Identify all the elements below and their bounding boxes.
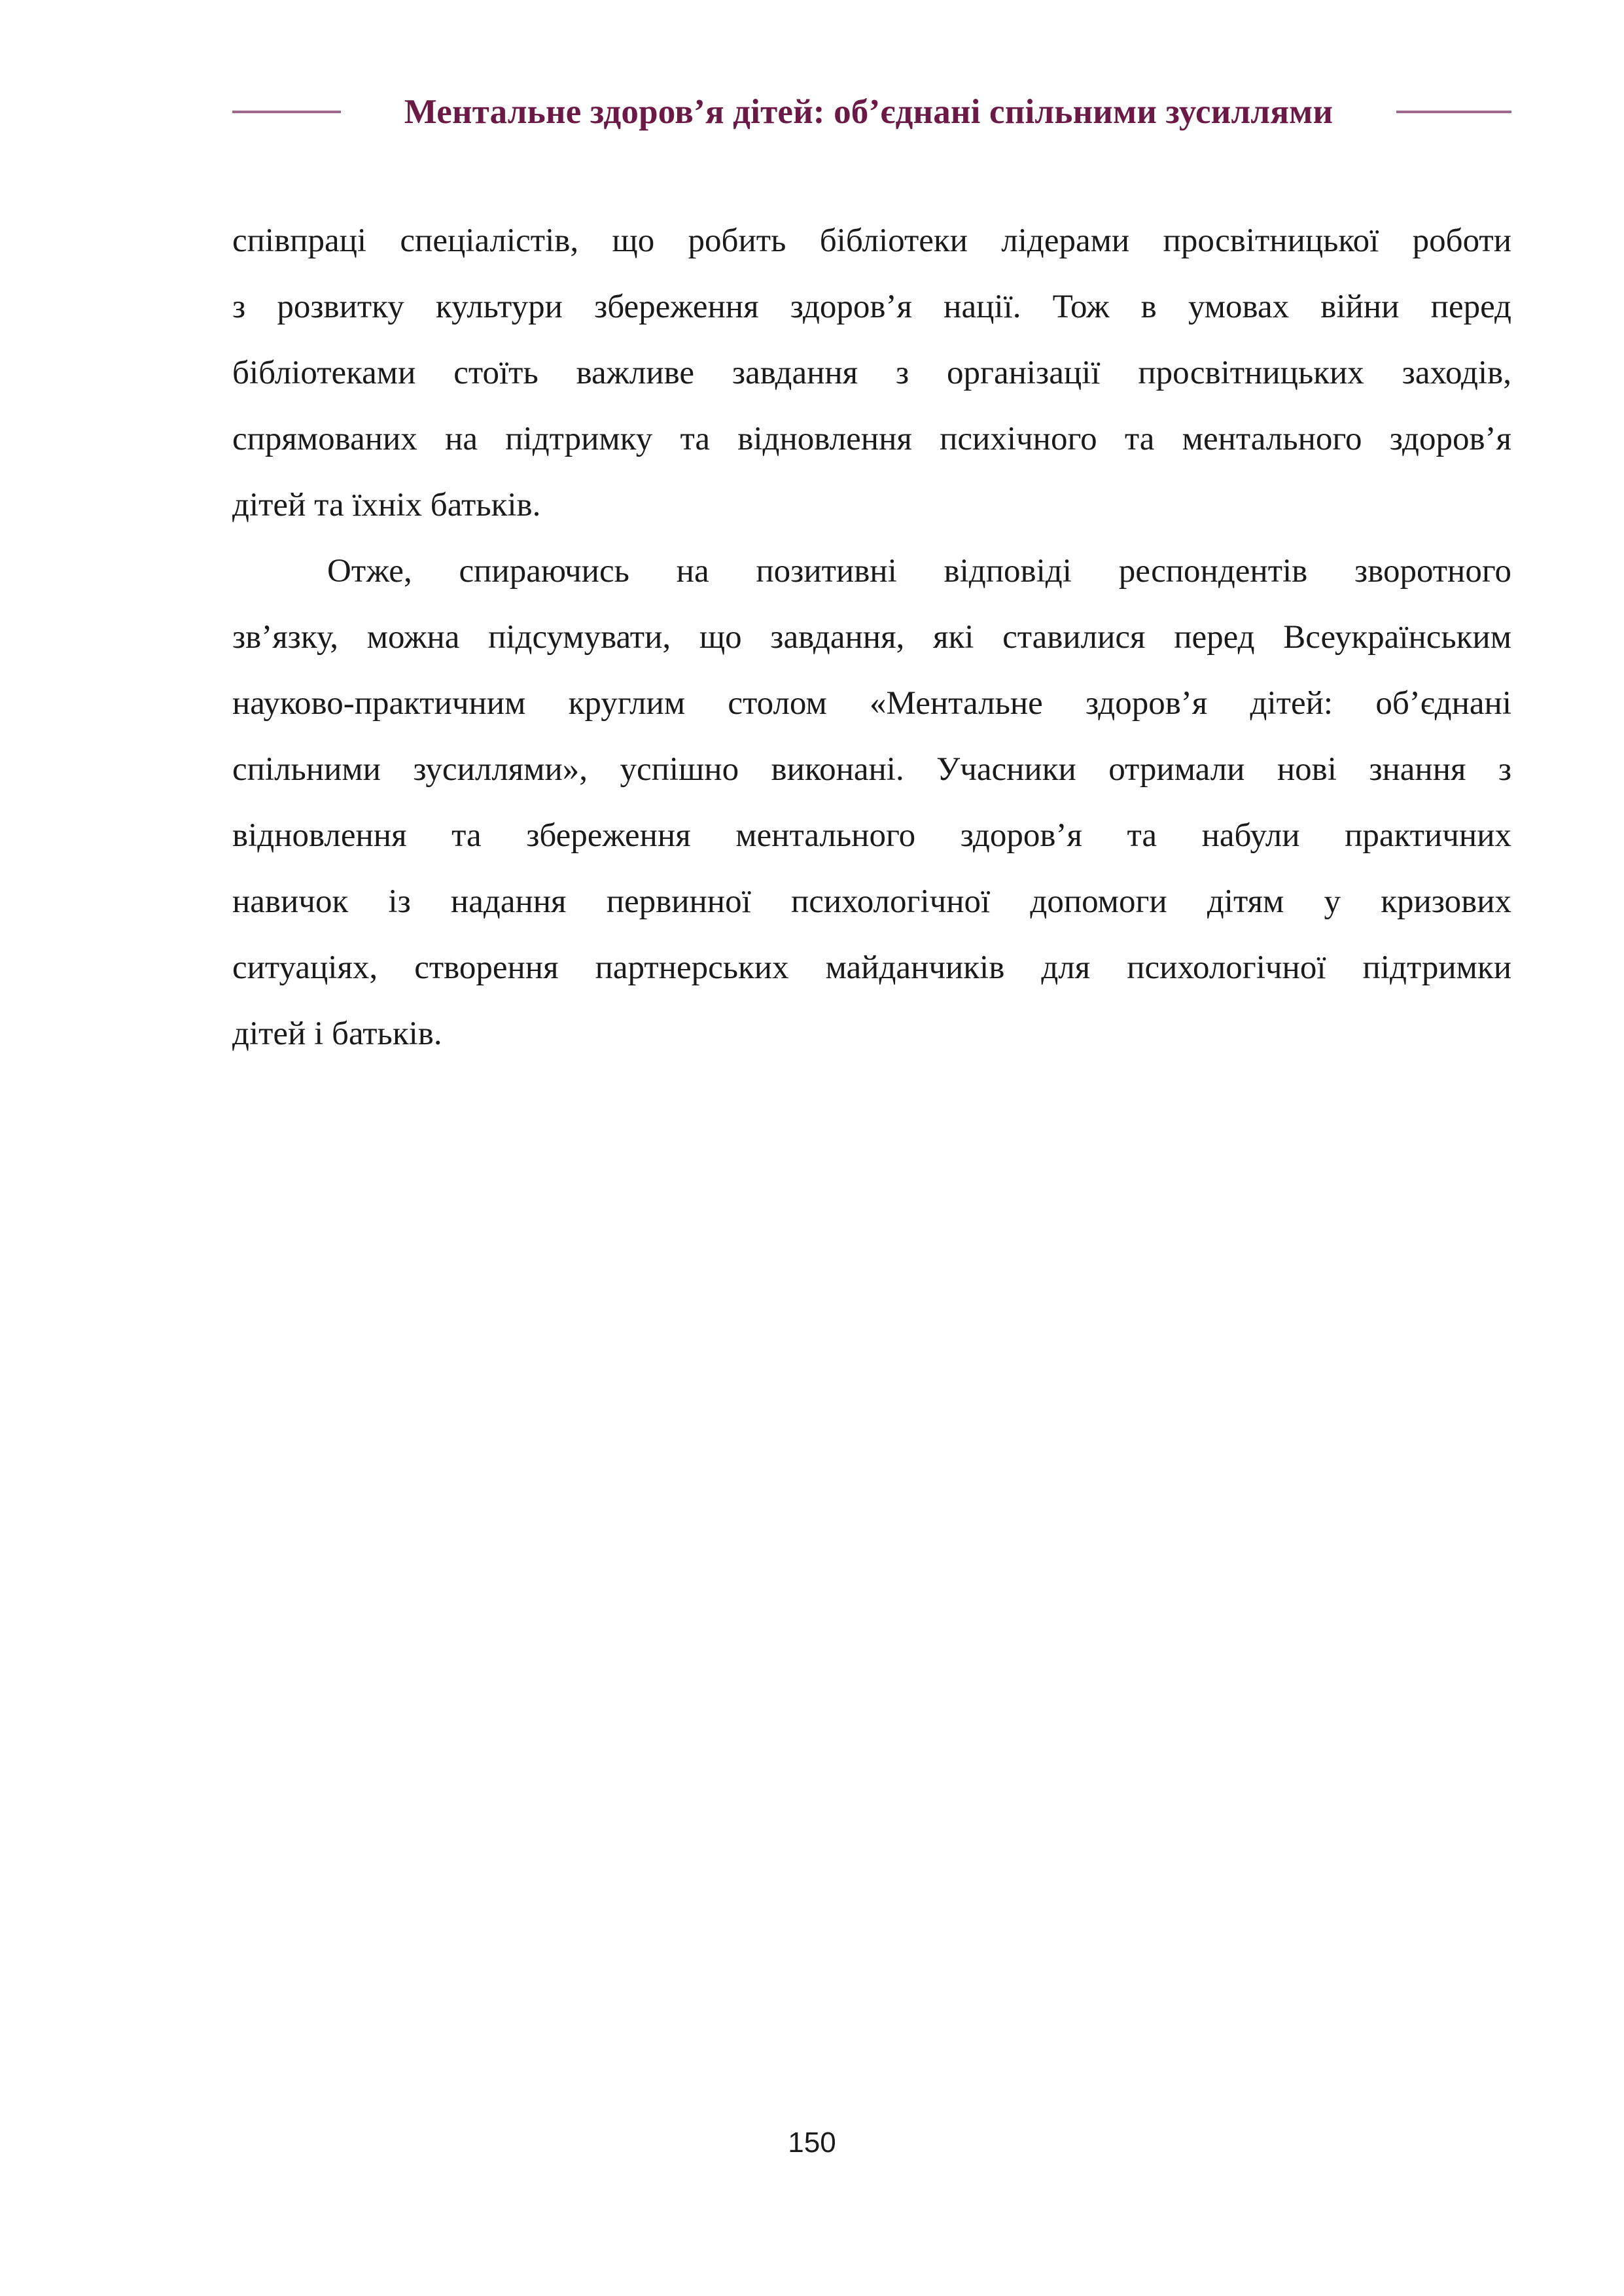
text-line: з розвитку культури збереження здоров’я нації. Тож в умовах війни перед	[232, 289, 1511, 325]
text-line: науково-практичним круглим столом «Ментальне здоров’я дітей: об’єднані	[232, 685, 1511, 722]
text-line: бібліотеками стоїть важливе завдання з організації просвітницьких заходів,	[232, 355, 1511, 391]
body-text	[232, 208, 1511, 1067]
paragraph	[232, 539, 1511, 1067]
text-line: Отже, спираючись на позитивні відповіді респондентів зворотного	[327, 553, 1511, 590]
paragraph	[232, 208, 1511, 539]
header-rule-right	[1396, 111, 1511, 113]
running-header	[232, 89, 1511, 135]
text-line: зв’язку, можна підсумувати, що завдання, які ставилися перед Всеукраїнським	[232, 619, 1511, 656]
text-line: співпраці спеціалістів, що робить бібліотеки лідерами просвітницької роботи	[232, 222, 1511, 259]
text-line: спрямованих на підтримку та відновлення психічного та ментального здоров’я	[232, 421, 1511, 457]
text-line: спільними зусиллями», успішно виконані. Учасники отримали нові знання з	[232, 751, 1511, 788]
text-line: навичок із надання первинної психологічної допомоги дітям у кризових	[232, 883, 1511, 920]
text-line: ситуаціях, створення партнерських майданчиків для психологічної підтримки	[232, 949, 1511, 986]
text-line: дітей і батьків.	[232, 1016, 442, 1052]
header-title: Ментальне здоров’я дітей: об’єднані спільними зусиллями	[404, 93, 1333, 131]
text-line: відновлення та збереження ментального здоров’я та набули практичних	[232, 817, 1511, 854]
header-rule-left	[232, 111, 341, 113]
text-line: дітей та їхніх батьків.	[232, 487, 541, 523]
page-number: 150	[788, 2127, 836, 2159]
